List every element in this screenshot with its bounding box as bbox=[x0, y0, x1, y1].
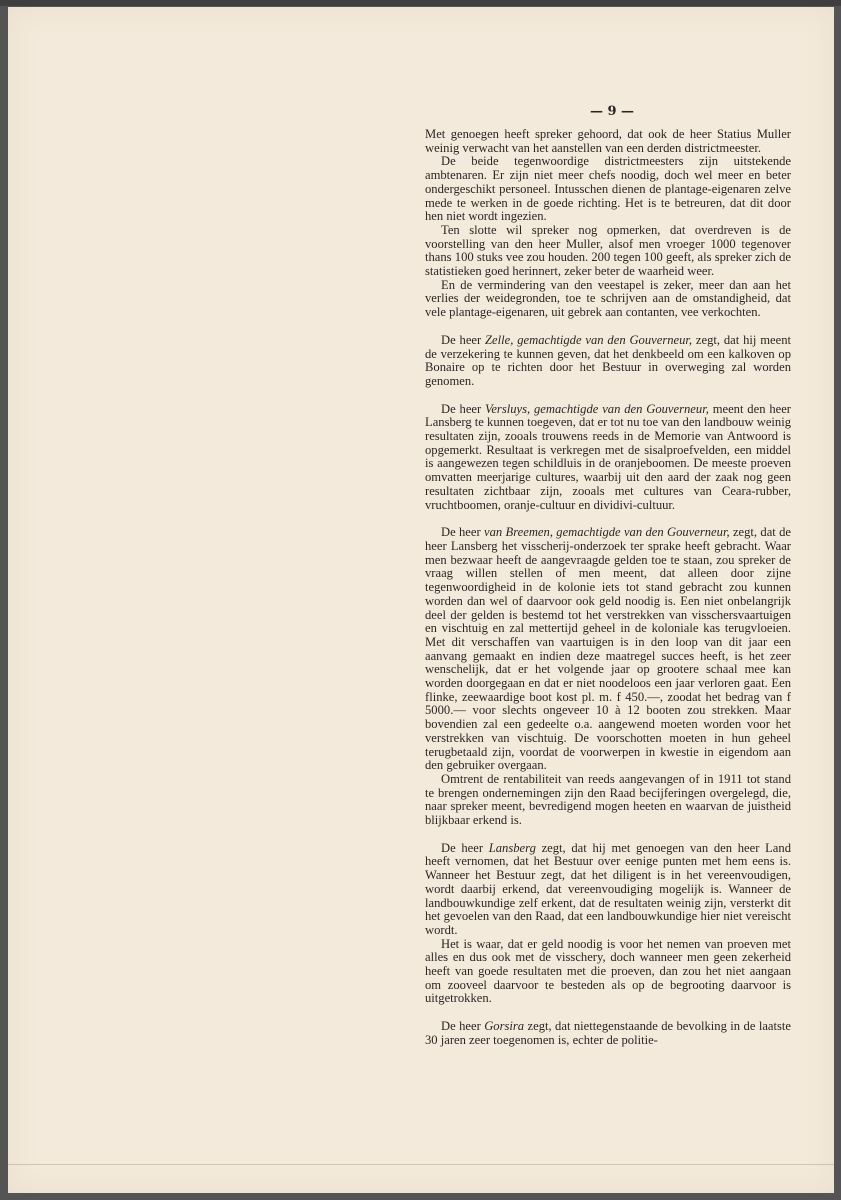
speaker-paragraph-van-breemen: De heer van Breemen, gemachtigde van den Gouverneur, zegt, dat de heer Lansberg het visscherij-onderzoek ter sprake heeft gebracht. Waar men bezwaar heeft de aangevraagde gelden toe te staan, zou spreker de vraag willen stellen of men meent, dat alleen door zijne tegenwoordigheid in de kolonie iets tot stand gebracht zou kunnen worden dan wel of daarvoor ook geld noodig is. Een niet onbelangrijk deel der gelden is bestemd tot het verstrekken van visschersvaartuigen en vischtuig en zal mettertijd geheel in de koloniale kas terugvloeien. Met dit verschaffen van vaartuigen is in den loop van dit jaar een aanvang gemaakt en indien deze maatregel succes heeft, is het zeer wenschelijk, dat er het volgende jaar op grootere schaal mee kan worden doorgegaan en dat er niet noodeloos een jaar verloren gaat. Een flinke, zeewaardige boot kost pl. m. f 450.—, zoodat het bedrag van f 5000.— voor slechts ongeveer 10 à 12 booten zou strekken. Maar bovendien zal een gedeelte o.a. aangewend moeten worden voor het verstrekken van vischtuig. De voorschotten moeten in hun geheel terugbetaald zijn, voordat de voorwerpen in kwestie in eigendom aan den gebruiker overgaan. bbox=[425, 525, 791, 773]
paragraph: Omtrent de rentabiliteit van reeds aangevangen of in 1911 tot stand te brengen ondernemingen zijn den Raad becijferingen overgelegd, die, naar spreker meent, bevredigend mogen heeten en waarvan de juistheid blijkbaar erkend is. bbox=[425, 771, 791, 828]
page-number: — 9 — bbox=[589, 104, 635, 119]
paragraph: Met genoegen heeft spreker gehoord, dat ook de heer Statius Muller weinig verwacht van het aanstellen van een derden districtmeester. bbox=[425, 127, 791, 155]
paragraph: Ten slotte wil spreker nog opmerken, dat overdreven is de voorstelling van den heer Muller, alsof men vroeger 1000 tegenover thans 100 stuks vee zou houden. 200 tegen 100 geeft, als spreker zich de statistieken goed herinnert, zeker beter de waarheid weer. bbox=[425, 222, 791, 279]
paragraph: Het is waar, dat er geld noodig is voor het nemen van proeven met alles en dus ook met de visschery, doch wanneer men geen zekerheid heeft van goede resultaten met die proeven, dan zou het niet aangaan om zooveel daarvoor te besteden als op de begrooting daarvoor is uitgetrokken. bbox=[425, 936, 791, 1006]
page-fold-line bbox=[8, 1164, 834, 1165]
speaker-name: van Breemen, gemachtigde van den Gouverneur, bbox=[484, 525, 730, 540]
speaker-paragraph-versluys: De heer Versluys, gemachtigde van den Gouverneur, meent den heer Lansberg te kunnen toegeven, dat er tot nu toe van den landbouw weinig resultaten zijn, zooals trouwens reeds in de Memorie van Antwoord is opgemerkt. Resultaat is verkregen met de sisalproefvelden, een middel is aangewezen tegen schildluis in de oranjeboomen. De meeste proeven omvatten meerjarige cultures, waarbij uit den aard der zaak nog geen resultaten zichtbaar zijn, zooals met cultures van Ceara-rubber, vruchtboomen, oranje-cultuur en dividivi-cultuur. bbox=[425, 401, 792, 512]
speaker-paragraph-gorsira: De heer Gorsira zegt, dat niettegenstaande de bevolking in de laatste 30 jaren zeer toegenomen is, echter de politie- bbox=[425, 1019, 791, 1047]
paragraph: En de vermindering van den veestapel is zeker, meer dan aan het verlies der weidegronden, toe te schrijven aan de omstandigheid, dat vele plantage-eigenaren, uit gebrek aan contanten, vee verkochten. bbox=[425, 277, 791, 320]
speaker-paragraph-lansberg: De heer Lansberg zegt, dat hij met genoegen van den heer Land heeft vernomen, dat het Bestuur over eenige punten met hem eens is. Wanneer het Bestuur zegt, dat het diligent is in het vereenvoudigen, wordt daarbij erkend, dat vereenvoudiging mogelijk is. Wanneer de landbouwkundige zelf erkent, dat de resultaten weinig zijn, versterkt dit het gevoelen van den Raad, dat een landbouwkundige hier niet vereischt wordt. bbox=[425, 840, 791, 937]
speaker-name: Gorsira bbox=[484, 1019, 525, 1034]
speaker-paragraph-zelle: De heer Zelle, gemachtigde van den Gouverneur, zegt, dat hij meent de verzekering te kunnen geven, dat het denkbeeld om een kalkoven op Bonaire op te richten door het Bestuur in overweging zal worden genomen. bbox=[425, 332, 792, 388]
scan-border bbox=[0, 0, 841, 6]
speaker-name: Lansberg bbox=[488, 840, 536, 855]
text-column bbox=[425, 128, 791, 1048]
paragraph: De beide tegenwoordige districtmeesters zijn uitstekende ambtenaren. Er zijn niet meer chefs noodig, doch wel meer en beter ondergeschikt personeel. Intusschen dienen de plantage-eigenaren zelve mede te werken in de goede richting. Het is te betreuren, dat dit door hen niet wordt ingezien. bbox=[425, 154, 791, 224]
speaker-name: Zelle, gemachtigde van den Gouverneur, bbox=[485, 332, 693, 347]
speaker-name: Versluys, gemachtigde van den Gouverneur, bbox=[485, 401, 709, 416]
